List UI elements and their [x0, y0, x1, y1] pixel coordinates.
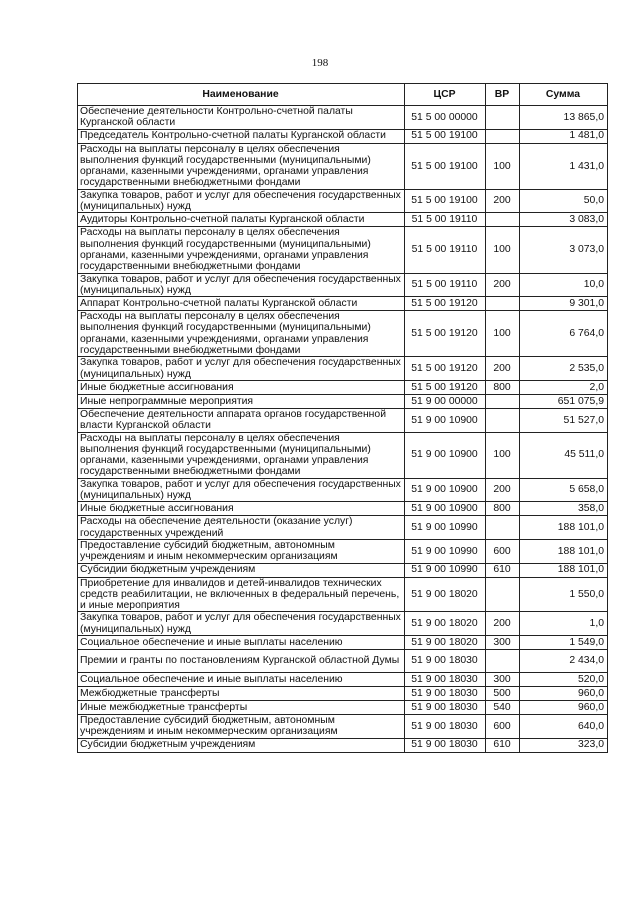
cell-sum: 13 865,0 [520, 106, 608, 130]
table-row [78, 189, 608, 213]
cell-name: Иные бюджетные ассигнования [78, 502, 405, 516]
cell-sum: 2,0 [520, 380, 608, 394]
table-row [78, 672, 608, 686]
cell-vr [486, 213, 520, 227]
cell-sum: 358,0 [520, 502, 608, 516]
cell-vr: 200 [486, 478, 520, 502]
cell-csr: 51 9 00 10900 [405, 478, 486, 502]
cell-csr: 51 5 00 19120 [405, 297, 486, 311]
table-row [78, 563, 608, 577]
cell-csr: 51 5 00 19110 [405, 227, 486, 273]
cell-vr [486, 297, 520, 311]
cell-vr: 200 [486, 189, 520, 213]
cell-name: Социальное обеспечение и иные выплаты населению [78, 672, 405, 686]
header-name: Наименование [78, 84, 405, 106]
cell-csr: 51 9 00 18030 [405, 649, 486, 672]
cell-vr: 100 [486, 227, 520, 273]
cell-name: Расходы на выплаты персоналу в целях обеспечения выполнения функций государственными (муниципальными) органами, казенными учреждениями, органами управления государственными внебюджетными фондами [78, 311, 405, 357]
cell-name: Предоставление субсидий бюджетным, автономным учреждениям и иным некоммерческим организациям [78, 714, 405, 738]
cell-vr [486, 577, 520, 612]
cell-sum: 651 075,9 [520, 394, 608, 408]
table-row [78, 686, 608, 700]
table-row [78, 649, 608, 672]
cell-sum: 520,0 [520, 672, 608, 686]
cell-vr: 200 [486, 612, 520, 636]
table-row [78, 129, 608, 143]
cell-vr: 300 [486, 672, 520, 686]
cell-csr: 51 5 00 19110 [405, 213, 486, 227]
table-row [78, 227, 608, 273]
table-row [78, 516, 608, 540]
cell-vr: 200 [486, 273, 520, 297]
table-row [78, 357, 608, 381]
cell-name: Субсидии бюджетным учреждениям [78, 563, 405, 577]
cell-sum: 1 549,0 [520, 635, 608, 649]
table-row [78, 143, 608, 189]
cell-vr: 800 [486, 380, 520, 394]
cell-csr: 51 5 00 19100 [405, 143, 486, 189]
table-row [78, 738, 608, 752]
cell-vr: 610 [486, 563, 520, 577]
cell-name: Обеспечение деятельности Контрольно-счетной палаты Курганской области [78, 106, 405, 130]
cell-sum: 960,0 [520, 686, 608, 700]
cell-sum: 188 101,0 [520, 563, 608, 577]
cell-vr [486, 649, 520, 672]
table-row [78, 714, 608, 738]
cell-csr: 51 9 00 18030 [405, 714, 486, 738]
cell-name: Премии и гранты по постановлениям Курганской областной Думы [78, 649, 405, 672]
table-row [78, 700, 608, 714]
cell-sum: 50,0 [520, 189, 608, 213]
cell-sum: 1 431,0 [520, 143, 608, 189]
cell-name: Аппарат Контрольно-счетной палаты Курганской области [78, 297, 405, 311]
cell-csr: 51 9 00 10900 [405, 408, 486, 432]
cell-csr: 51 9 00 18020 [405, 635, 486, 649]
cell-sum: 10,0 [520, 273, 608, 297]
header-csr: ЦСР [405, 84, 486, 106]
cell-name: Субсидии бюджетным учреждениям [78, 738, 405, 752]
table-row [78, 478, 608, 502]
cell-vr: 300 [486, 635, 520, 649]
cell-name: Закупка товаров, работ и услуг для обеспечения государственных (муниципальных) нужд [78, 273, 405, 297]
cell-name: Закупка товаров, работ и услуг для обеспечения государственных (муниципальных) нужд [78, 478, 405, 502]
cell-csr: 51 5 00 19100 [405, 189, 486, 213]
cell-vr [486, 106, 520, 130]
cell-vr: 600 [486, 539, 520, 563]
cell-name: Председатель Контрольно-счетной палаты Курганской области [78, 129, 405, 143]
cell-sum: 2 535,0 [520, 357, 608, 381]
cell-name: Межбюджетные трансферты [78, 686, 405, 700]
cell-csr: 51 9 00 10900 [405, 432, 486, 478]
cell-name: Социальное обеспечение и иные выплаты населению [78, 635, 405, 649]
cell-sum: 3 083,0 [520, 213, 608, 227]
cell-csr: 51 5 00 00000 [405, 106, 486, 130]
table-row [78, 502, 608, 516]
cell-csr: 51 9 00 18030 [405, 738, 486, 752]
cell-sum: 51 527,0 [520, 408, 608, 432]
cell-vr [486, 394, 520, 408]
cell-vr: 800 [486, 502, 520, 516]
header-vr: ВР [486, 84, 520, 106]
table-row [78, 106, 608, 130]
cell-csr: 51 5 00 19100 [405, 129, 486, 143]
table-row [78, 273, 608, 297]
table-header-row [78, 84, 608, 106]
cell-sum: 6 764,0 [520, 311, 608, 357]
cell-name: Закупка товаров, работ и услуг для обеспечения государственных (муниципальных) нужд [78, 189, 405, 213]
cell-sum: 2 434,0 [520, 649, 608, 672]
cell-csr: 51 9 00 18020 [405, 577, 486, 612]
table-row [78, 213, 608, 227]
cell-vr: 540 [486, 700, 520, 714]
cell-csr: 51 9 00 10990 [405, 563, 486, 577]
table-row [78, 539, 608, 563]
cell-vr: 100 [486, 311, 520, 357]
cell-csr: 51 5 00 19110 [405, 273, 486, 297]
cell-sum: 1,0 [520, 612, 608, 636]
table-row [78, 577, 608, 612]
cell-csr: 51 9 00 18030 [405, 672, 486, 686]
cell-sum: 188 101,0 [520, 539, 608, 563]
cell-name: Расходы на выплаты персоналу в целях обеспечения выполнения функций государственными (муниципальными) органами, казенными учреждениями, органами управления государственными внебюджетными фондами [78, 432, 405, 478]
cell-csr: 51 5 00 19120 [405, 311, 486, 357]
cell-vr: 500 [486, 686, 520, 700]
cell-sum: 9 301,0 [520, 297, 608, 311]
cell-vr [486, 408, 520, 432]
cell-name: Закупка товаров, работ и услуг для обеспечения государственных (муниципальных) нужд [78, 357, 405, 381]
cell-vr [486, 516, 520, 540]
cell-name: Расходы на выплаты персоналу в целях обеспечения выполнения функций государственными (муниципальными) органами, казенными учреждениями, органами управления государственными внебюджетными фондами [78, 227, 405, 273]
budget-table [77, 83, 608, 753]
cell-name: Иные непрограммные мероприятия [78, 394, 405, 408]
cell-name: Обеспечение деятельности аппарата органов государственной власти Курганской области [78, 408, 405, 432]
table-row [78, 408, 608, 432]
cell-csr: 51 5 00 19120 [405, 357, 486, 381]
cell-vr: 100 [486, 143, 520, 189]
cell-csr: 51 9 00 10900 [405, 502, 486, 516]
cell-sum: 960,0 [520, 700, 608, 714]
cell-name: Расходы на обеспечение деятельности (оказание услуг) государственных учреждений [78, 516, 405, 540]
table-row [78, 394, 608, 408]
table-row [78, 311, 608, 357]
cell-csr: 51 5 00 19120 [405, 380, 486, 394]
cell-sum: 3 073,0 [520, 227, 608, 273]
cell-sum: 640,0 [520, 714, 608, 738]
cell-vr: 610 [486, 738, 520, 752]
cell-vr: 200 [486, 357, 520, 381]
cell-csr: 51 9 00 10990 [405, 539, 486, 563]
cell-name: Расходы на выплаты персоналу в целях обеспечения выполнения функций государственными (муниципальными) органами, казенными учреждениями, органами управления государственными внебюджетными фондами [78, 143, 405, 189]
table-row [78, 297, 608, 311]
cell-sum: 5 658,0 [520, 478, 608, 502]
page-number: 198 [311, 57, 329, 69]
table-row [78, 432, 608, 478]
cell-sum: 1 481,0 [520, 129, 608, 143]
cell-name: Закупка товаров, работ и услуг для обеспечения государственных (муниципальных) нужд [78, 612, 405, 636]
cell-vr [486, 129, 520, 143]
table-row [78, 380, 608, 394]
cell-csr: 51 9 00 00000 [405, 394, 486, 408]
table-row [78, 635, 608, 649]
cell-sum: 1 550,0 [520, 577, 608, 612]
cell-csr: 51 9 00 18020 [405, 612, 486, 636]
cell-csr: 51 9 00 18030 [405, 700, 486, 714]
cell-sum: 188 101,0 [520, 516, 608, 540]
cell-csr: 51 9 00 18030 [405, 686, 486, 700]
cell-name: Аудиторы Контрольно-счетной палаты Курганской области [78, 213, 405, 227]
cell-sum: 323,0 [520, 738, 608, 752]
cell-name: Приобретение для инвалидов и детей-инвалидов технических средств реабилитации, не включенных в федеральный перечень, и иные мероприятия [78, 577, 405, 612]
cell-name: Иные межбюджетные трансферты [78, 700, 405, 714]
table-row [78, 612, 608, 636]
cell-name: Иные бюджетные ассигнования [78, 380, 405, 394]
cell-vr: 100 [486, 432, 520, 478]
cell-vr: 600 [486, 714, 520, 738]
cell-csr: 51 9 00 10990 [405, 516, 486, 540]
cell-sum: 45 511,0 [520, 432, 608, 478]
header-sum: Сумма [520, 84, 608, 106]
cell-name: Предоставление субсидий бюджетным, автономным учреждениям и иным некоммерческим организациям [78, 539, 405, 563]
